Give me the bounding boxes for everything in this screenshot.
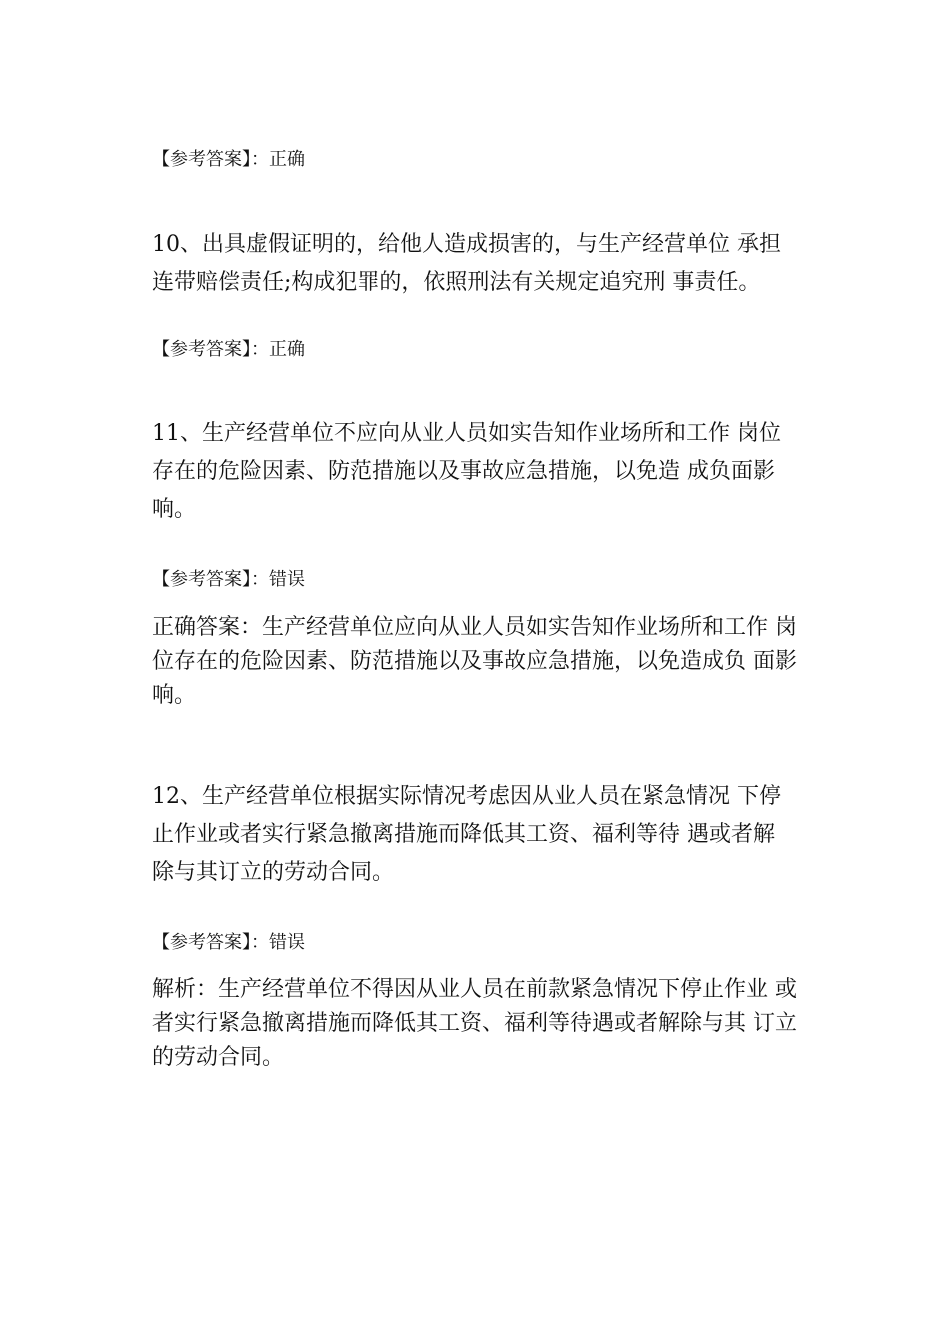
question-line: 止作业或者实行紧急撤离措施而降低其工资、福利等待 遇或者解: [152, 822, 775, 847]
question-line: 11、生产经营单位不应向从业人员如实告知作业场所和工作 岗位: [152, 421, 781, 446]
reference-answer-10: 【参考答案】：正确: [152, 339, 305, 360]
question-line: 10、出具虚假证明的，给他人造成损害的，与生产经营单位 承担: [152, 232, 781, 257]
question-10: [152, 226, 852, 302]
correct-answer-note-11: [152, 611, 852, 713]
question-11: [152, 415, 852, 529]
question-12: [152, 778, 852, 892]
note-line: 的劳动合同。: [152, 1045, 285, 1070]
reference-answer-11: 【参考答案】：错误: [152, 569, 305, 590]
reference-answer-9: 【参考答案】：正确: [152, 149, 305, 170]
question-line: 存在的危险因素、防范措施以及事故应急措施，以免造 成负面影: [152, 459, 775, 484]
reference-answer-12: 【参考答案】：错误: [152, 932, 305, 953]
note-line: 者实行紧急撤离措施而降低其工资、福利等待遇或者解除与其 订立: [152, 1011, 797, 1036]
question-line: 除与其订立的劳动合同。: [152, 860, 395, 885]
question-line: 12、生产经营单位根据实际情况考虑因从业人员在紧急情况 下停: [152, 784, 781, 809]
question-line: 连带赔偿责任;构成犯罪的，依照刑法有关规定追究刑 事责任。: [152, 270, 761, 295]
analysis-note-12: [152, 973, 852, 1075]
question-line: 响。: [152, 497, 197, 522]
note-line: 正确答案：生产经营单位应向从业人员如实告知作业场所和工作 岗: [152, 615, 797, 640]
note-line: 响。: [152, 683, 197, 708]
note-line: 位存在的危险因素、防范措施以及事故应急措施，以免造成负 面影: [152, 649, 797, 674]
note-line: 解析：生产经营单位不得因从业人员在前款紧急情况下停止作业 或: [152, 977, 797, 1002]
